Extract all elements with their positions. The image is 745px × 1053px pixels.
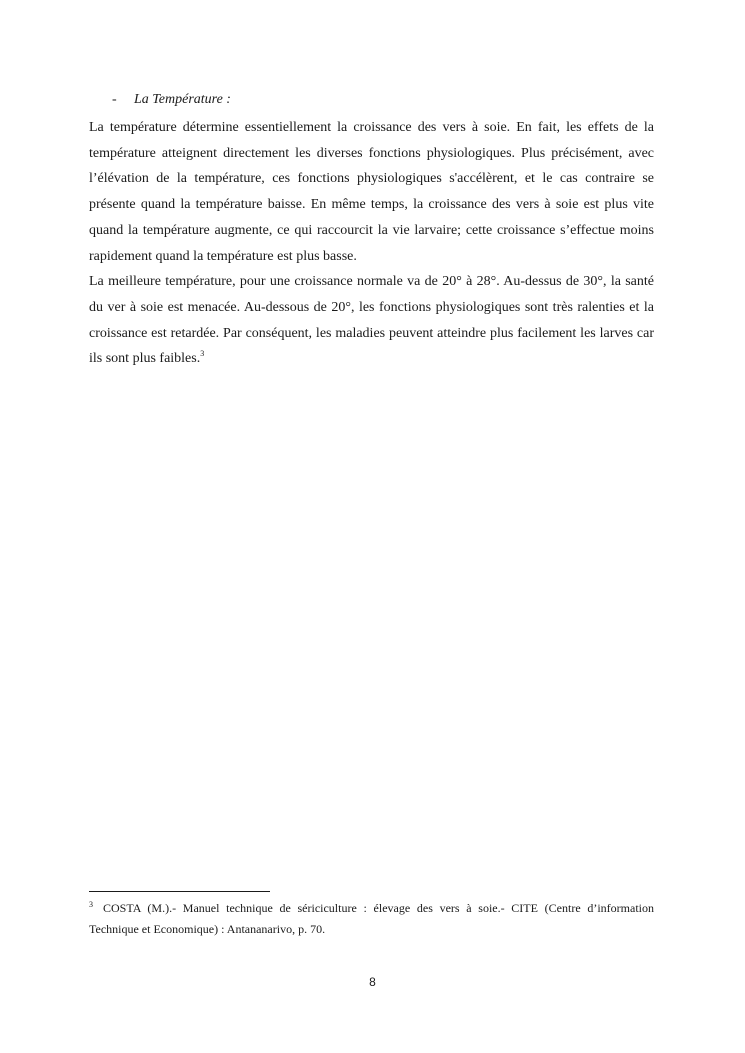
footnote-marker: 3 xyxy=(89,900,93,909)
paragraph-1: La température détermine essentiellement la croissance des vers à soie. En fait, les effets de la température atteignent directement les diverses fonctions physiologiques. Plus précisément, avec l’élévation de la température, ces fonctions physiologiques s'accélèrent, et le cas contraire se présente quand la température baisse. En même temps, la croissance des vers à soie est plus vite quand la température augmente, ce qui raccourcit la vie larvaire; cette croissance s’effectue moins rapidement quand la température est plus basse. xyxy=(89,120,654,264)
footnote-separator xyxy=(89,891,270,892)
section-heading xyxy=(112,91,231,109)
body-text xyxy=(89,115,654,372)
heading-bullet: - xyxy=(112,92,117,107)
footnote-reference[interactable]: 3 xyxy=(200,349,205,359)
heading-title: La Température : xyxy=(134,92,231,107)
page-number: 8 xyxy=(369,975,376,989)
paragraph-2-text: La meilleure température, pour une croissance normale va de 20° à 28°. Au-dessus de 30°, la santé du ver à soie est menacée. Au-dessous de 20°, les fonctions physiologiques sont très ralenties et la croissance est retardée. Par conséquent, les maladies peuvent atteindre plus facilement les larves car ils sont plus faibles. xyxy=(89,274,654,367)
paragraph-2 xyxy=(89,269,654,372)
footnote xyxy=(89,898,654,940)
footnote-text: COSTA (M.).- Manuel technique de sériciculture : élevage des vers à soie.- CITE (Centre d’information Technique et Economique) : Antananarivo, p. 70. xyxy=(89,901,654,936)
